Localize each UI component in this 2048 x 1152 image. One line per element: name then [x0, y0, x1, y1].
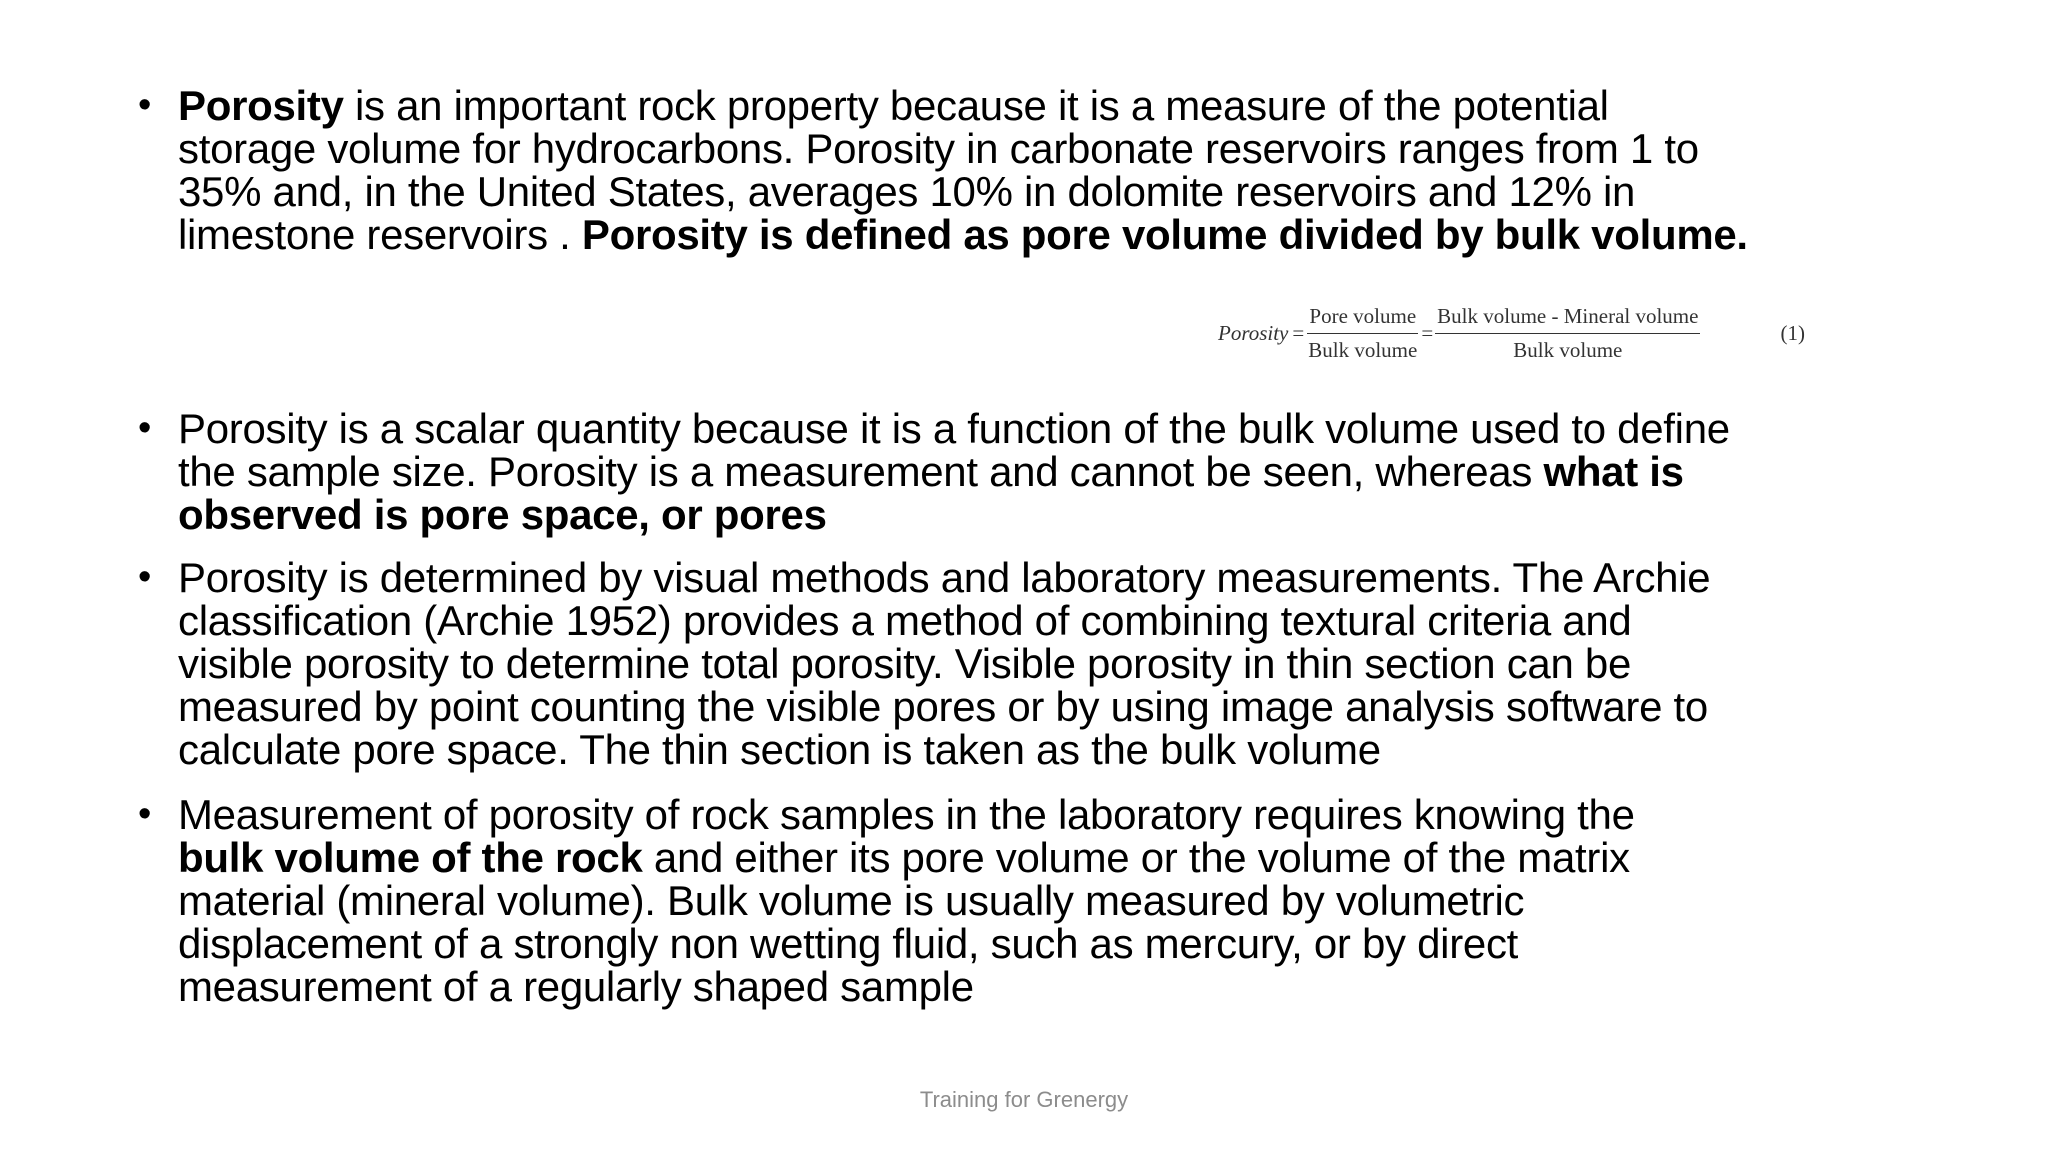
text-run: is an important rock property because it is a measure of the potential — [343, 82, 1609, 129]
equation-fraction-1 — [1306, 304, 1419, 363]
bold-text: observed is pore space, or pores — [178, 491, 827, 538]
bullet-visual-methods — [138, 554, 1968, 773]
text-run: Porosity is a scalar quantity because it is a function of the bulk volume used to define — [178, 405, 1730, 452]
text-run: material (mineral volume). Bulk volume is usually measured by volumetric — [178, 877, 1525, 924]
bullet-text — [178, 405, 1730, 538]
bold-text: bulk volume of the rock — [178, 834, 643, 881]
text-run: measurement of a regularly shaped sample — [178, 963, 974, 1010]
equation-number: (1) — [1780, 320, 1805, 345]
text-run: calculate pore space. The thin section is taken as the bulk volume — [178, 726, 1381, 773]
bullet-lab-measurement — [138, 791, 1968, 1010]
text-run: storage volume for hydrocarbons. Porosity in carbonate reservoirs ranges from 1 to — [178, 125, 1699, 172]
equation-lhs: Porosity — [1218, 320, 1289, 345]
text-run: and either its pore volume or the volume of the matrix — [642, 834, 1630, 881]
equation-equals-1: = — [1292, 320, 1305, 345]
bullet-scalar-quantity — [138, 405, 1968, 538]
bold-text: Porosity — [178, 82, 344, 129]
equation-fraction-2 — [1435, 304, 1700, 363]
text-run: the sample size. Porosity is a measurement and cannot be seen, whereas — [178, 448, 1544, 495]
fraction-2-numerator: Bulk volume - Mineral volume — [1435, 304, 1700, 334]
bullet-porosity-definition — [138, 82, 1968, 258]
equation-equals-2: = — [1421, 320, 1434, 345]
fraction-1-numerator: Pore volume — [1307, 304, 1418, 334]
text-run: Measurement of porosity of rock samples in the laboratory requires knowing the — [178, 791, 1635, 838]
text-run: displacement of a strongly non wetting fluid, such as mercury, or by direct — [178, 920, 1519, 967]
fraction-1-denominator: Bulk volume — [1308, 337, 1418, 362]
slide-footer: Training for Grenergy — [919, 1087, 1129, 1112]
text-run: 35% and, in the United States, averages 10% in dolomite reservoirs and 12% in — [178, 168, 1636, 215]
bullet-text — [178, 554, 1710, 773]
text-run: limestone reservoirs . — [178, 211, 582, 258]
text-run: measured by point counting the visible pores or by using image analysis software to — [178, 683, 1708, 730]
bullet-dot: • — [138, 84, 152, 126]
bold-text: what is — [1543, 448, 1684, 495]
bullet-dot: • — [138, 407, 152, 449]
text-run: classification (Archie 1952) provides a method of combining textural criteria and — [178, 597, 1632, 644]
porosity-equation — [1218, 298, 1858, 368]
fraction-2-denominator: Bulk volume — [1513, 337, 1623, 362]
bullet-dot: • — [138, 793, 152, 835]
text-run: Porosity is determined by visual methods and laboratory measurements. The Archie — [178, 554, 1711, 601]
text-run: visible porosity to determine total porosity. Visible porosity in thin section can be — [178, 640, 1632, 687]
bold-text: Porosity is defined as pore volume divided by bulk volume. — [581, 211, 1748, 258]
bullet-text — [178, 82, 1748, 258]
bullet-text — [178, 791, 1635, 1010]
bullet-dot: • — [138, 556, 152, 598]
